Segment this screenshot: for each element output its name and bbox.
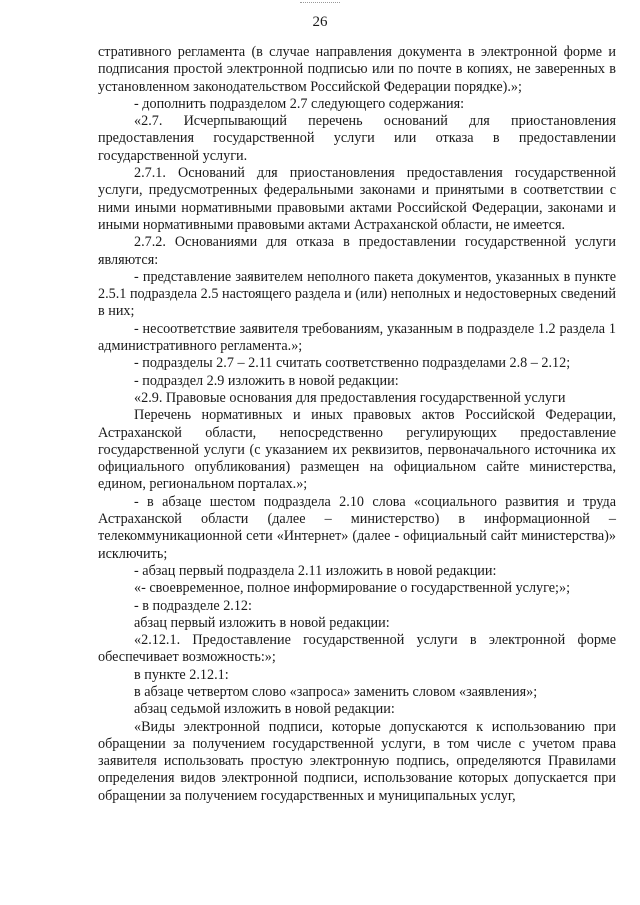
paragraph: «Виды электронной подписи, которые допускаются к использованию при обращении за получением государственной услуги, в том числе с учетом права заявителя использовать простую электронную подпись, определяются Правилами определения видов электронной подписи, использование которых допускается при обращении за получением государственных и муниципальных услуг, <box>98 718 616 804</box>
paragraph: - несоответствие заявителя требованиям, указанным в подразделе 1.2 раздела 1 административного регламента.»; <box>98 320 616 355</box>
paragraph: в пункте 2.12.1: <box>134 666 229 683</box>
paragraph: - в абзаце шестом подраздела 2.10 слова «социального развития и труда Астраханской области (далее – министерство) в информационной – телекоммуникационной сети «Интернет» (далее - официальный сайт министерства)» исключить; <box>98 493 616 562</box>
paragraph: абзац седьмой изложить в новой редакции: <box>134 701 395 718</box>
paragraph: 2.7.1. Оснований для приостановления предоставления государственной услуги, предусмотренных федеральными законами и принятыми в соответствии с ними иными нормативными правовыми актами Российской Федерации, законами и иными нормативными правовыми актами Астраханской области, не имеется. <box>98 165 616 233</box>
paragraph: - дополнить подразделом 2.7 следующего содержания: <box>134 95 465 112</box>
paragraph: 2.7.2. Основаниями для отказа в предоставлении государственной услуги являются: <box>98 234 616 268</box>
paragraph: Перечень нормативных и иных правовых актов Российской Федерации, Астраханской области, непосредственно регулирующих предоставление государственной услуги (с указанием их реквизитов, первоначального источника их официального опубликования) размещен на официальном сайте министерства, едином, региональном порталах.»; <box>98 407 616 493</box>
paragraph: «2.12.1. Предоставление государственной услуги в электронной форме обеспечивает возможность:»; <box>98 632 616 666</box>
paragraph: в абзаце четвертом слово «запроса» заменить словом «заявления»; <box>134 683 538 700</box>
paragraph: - в подразделе 2.12: <box>134 597 252 614</box>
paragraph: абзац первый изложить в новой редакции: <box>134 614 390 631</box>
paragraph: - подраздел 2.9 изложить в новой редакции: <box>134 372 399 389</box>
paragraph: «2.7. Исчерпывающий перечень оснований для приостановления предоставления государственной услуги или отказа в предоставлении государственной услуги. <box>98 113 616 164</box>
page-number: 26 <box>312 14 328 30</box>
document-body <box>98 44 616 805</box>
paragraph: - абзац первый подраздела 2.11 изложить в новой редакции: <box>134 562 497 579</box>
paragraph: - подразделы 2.7 – 2.11 считать соответственно подразделами 2.8 – 2.12; <box>134 355 571 372</box>
paragraph: «2.9. Правовые основания для предоставления государственной услуги <box>134 389 566 406</box>
paragraph: «- своевременное, полное информирование о государственной услуге;»; <box>134 580 571 597</box>
paragraph: - представление заявителем неполного пакета документов, указанных в пункте 2.5.1 подраздела 2.5 настоящего раздела и (или) неполных и недостоверных сведений в них; <box>98 268 616 320</box>
scan-artifact <box>300 2 340 4</box>
paragraph: стративного регламента (в случае направления документа в электронной форме и подписания простой электронной подписью или по почте в копиях, не заверенных в установленном законодательством Российской Федерации порядке).»; <box>98 44 616 95</box>
